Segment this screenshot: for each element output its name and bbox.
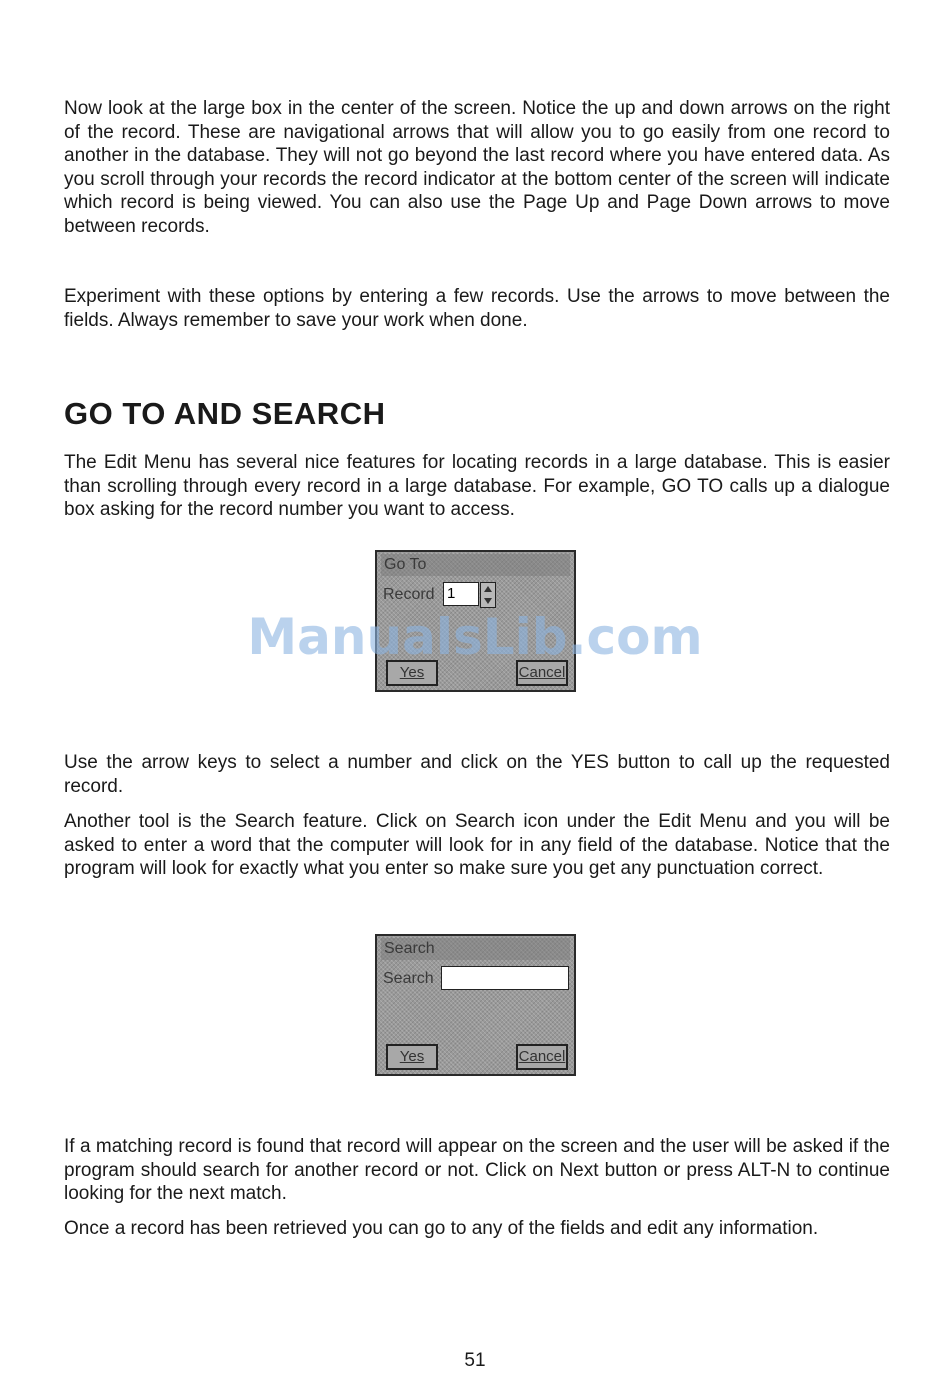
search-label: Search (383, 970, 434, 987)
search-cancel-button[interactable]: Cancel (516, 1044, 568, 1070)
search-dialog-title: Search (381, 938, 570, 960)
search-input[interactable] (441, 966, 569, 990)
search-yes-button[interactable]: Yes (386, 1044, 438, 1070)
paragraph-matching-record: If a matching record is found that record will appear on the screen and the user will be asked if the program should search for another record or not. Click on Next button or press ALT-N to continue looking for the next match. (64, 1136, 890, 1205)
paragraph-experiment: Experiment with these options by entering a few records. Use the arrows to move between the fields. Always remember to save your work when done. (64, 286, 890, 331)
paragraph-edit-menu: The Edit Menu has several nice features for locating records in a large database. This is easier than scrolling through every record in a large database. For example, GO TO calls up a dialogue box asking for the record number you want to access. (64, 452, 890, 521)
goto-record-input[interactable]: 1 (443, 582, 479, 606)
goto-record-spinner[interactable] (480, 582, 496, 608)
paragraph-edit-information: Once a record has been retrieved you can go to any of the fields and edit any information. (64, 1218, 819, 1239)
arrow-up-icon[interactable] (484, 586, 492, 592)
search-dialog (375, 934, 576, 1076)
paragraph-record-navigation: Now look at the large box in the center of the screen. Notice the up and down arrows on the right of the record. These are navigational arrows that will allow you to go easily from one record to another in the database. They will not go beyond the last record where you have entered data. As you scroll through your records the record indicator at the bottom center of the screen will indicate which record is being viewed. You can also use the Page Up and Page Down arrows to move between records. (64, 98, 890, 237)
goto-record-label: Record (383, 586, 435, 603)
goto-cancel-button[interactable]: Cancel (516, 660, 568, 686)
section-heading: GO TO AND SEARCH (64, 396, 386, 431)
paragraph-arrow-keys: Use the arrow keys to select a number and click on the YES button to call up the requested record. (64, 752, 890, 797)
arrow-down-icon[interactable] (484, 598, 492, 604)
watermark: ManualsLib.com (247, 608, 703, 666)
page-number: 51 (464, 1350, 486, 1371)
goto-yes-button[interactable]: Yes (386, 660, 438, 686)
paragraph-search-feature: Another tool is the Search feature. Click on Search icon under the Edit Menu and you will be asked to enter a word that the computer will look for in any field of the database. Notice that the program will look for exactly what you enter so make sure you get any punctuation correct. (64, 811, 890, 880)
goto-dialog-title: Go To (381, 554, 570, 576)
